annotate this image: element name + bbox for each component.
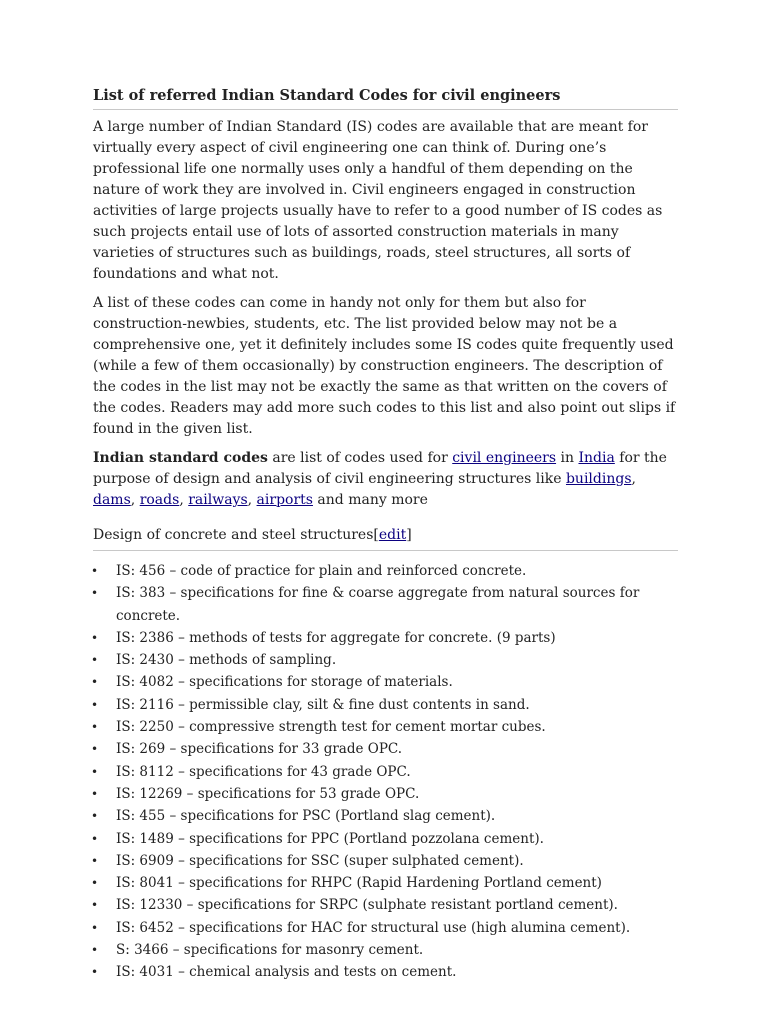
code-text: IS: 12330 – specifications for SRPC (sulphate resistant portland cement).: [116, 897, 618, 914]
bullet-icon: •: [91, 630, 99, 645]
list-item: [93, 805, 678, 827]
code-text: IS: 4031 – chemical analysis and tests on cement.: [116, 964, 457, 981]
definition-term: Indian standard codes: [93, 450, 268, 466]
code-text: IS: 12269 – specifications for 53 grade OPC.: [116, 785, 420, 802]
intro-paragraph-2: A list of these codes can come in handy not only for them but also for construction-newbies, students, etc. The list provided below may not be a comprehensive one, yet it definitely includes some IS codes quite frequently used (while a few of them occasionally) by construction engineers. The description of the codes in the list may not be exactly the same as that written on the covers of the codes. Readers may add more such codes to this list and also point out slips if found in the given list.: [93, 295, 676, 437]
bullet-icon: •: [91, 675, 99, 690]
bullet-icon: •: [91, 965, 99, 980]
list-item: [93, 694, 678, 716]
separator: ,: [247, 492, 257, 508]
bullet-icon: •: [91, 564, 99, 578]
link-dams[interactable]: dams: [93, 492, 131, 508]
code-text: IS: 8041 – specifications for RHPC (Rapid Hardening Portland cement): [116, 875, 602, 892]
link-buildings[interactable]: buildings: [565, 471, 632, 487]
definition-text-3: for the purpose of design and analysis of civil engineering structures like: [93, 450, 667, 487]
bullet-icon: •: [91, 720, 99, 735]
link-civil-engineers[interactable]: civil engineers: [452, 450, 557, 466]
separator: ,: [179, 492, 189, 508]
code-text: IS: 2386 – methods of tests for aggregate for concrete. (9 parts): [116, 629, 556, 646]
edit-section-link[interactable]: edit: [378, 527, 407, 543]
code-text: IS: 6909 – specifications for SSC (super sulphated cement).: [116, 852, 524, 869]
separator: ,: [130, 492, 140, 508]
list-item: [93, 961, 678, 983]
code-text: IS: 4082 – specifications for storage of materials.: [116, 674, 453, 691]
code-text: IS: 2430 – methods of sampling.: [116, 652, 337, 669]
section-heading: [93, 519, 678, 551]
code-text: IS: 8112 – specifications for 43 grade OPC.: [116, 763, 411, 780]
intro-paragraph-1: A large number of Indian Standard (IS) codes are available that are meant for virtually every aspect of civil engineering one can think of. During one’s professional life one normally uses only a handful of them depending on the nature of work they are involved in. Civil engineers engaged in construction activities of large projects usually have to refer to a good number of IS codes as such projects entail use of lots of assorted construction materials in many varieties of structures such as buildings, roads, steel structures, all sorts of foundations and what not.: [93, 119, 663, 282]
list-item: [93, 939, 678, 961]
section-title: Design of concrete and steel structures: [93, 527, 374, 543]
article-title: List of referred Indian Standard Codes for civil engineers: [93, 86, 678, 110]
code-text: IS: 6452 – specifications for HAC for structural use (high alumina cement).: [116, 919, 631, 936]
edit-bracket-open: [: [373, 527, 379, 543]
list-item: [93, 671, 678, 693]
list-item: [93, 872, 678, 894]
list-item: [93, 828, 678, 850]
list-item: [93, 894, 678, 916]
list-item: [93, 627, 678, 649]
list-item: [93, 738, 678, 760]
definition-text-1: are list of codes used for: [267, 450, 453, 466]
definition-text-2: in: [556, 450, 579, 466]
code-text: IS: 1489 – specifications for PPC (Portland pozzolana cement).: [116, 830, 544, 847]
bullet-icon: •: [91, 853, 99, 868]
bullet-icon: •: [91, 831, 99, 846]
list-item: [93, 649, 678, 671]
edit-bracket-close: ]: [406, 527, 412, 543]
bullet-icon: •: [91, 920, 99, 935]
link-india[interactable]: India: [578, 450, 615, 466]
bullet-icon: •: [91, 809, 99, 824]
bullet-icon: •: [91, 697, 99, 712]
definition-text-4: and many more: [312, 492, 428, 508]
code-list: [93, 560, 678, 984]
list-item: [93, 560, 678, 582]
bullet-icon: •: [91, 653, 99, 668]
separator: ,: [631, 471, 636, 487]
definition-paragraph: [93, 448, 678, 511]
link-railways[interactable]: railways: [188, 492, 248, 508]
article-body: [93, 86, 678, 984]
code-text: IS: 383 – specifications for fine & coarse aggregate from natural sources for concrete.: [116, 585, 640, 624]
list-item: [93, 582, 678, 627]
code-text: IS: 455 – specifications for PSC (Portland slag cement).: [116, 808, 496, 825]
code-text: IS: 269 – specifications for 33 grade OPC.: [116, 741, 403, 758]
bullet-icon: •: [91, 586, 99, 601]
list-item: [93, 761, 678, 783]
bullet-icon: •: [91, 764, 99, 779]
bullet-icon: •: [91, 786, 99, 801]
list-item: [93, 716, 678, 738]
code-text: S: 3466 – specifications for masonry cement.: [116, 942, 424, 959]
code-text: IS: 456 – code of practice for plain and reinforced concrete.: [116, 563, 527, 579]
list-item: [93, 850, 678, 872]
bullet-icon: •: [91, 876, 99, 891]
list-item: [93, 783, 678, 805]
code-text: IS: 2116 – permissible clay, silt & fine dust contents in sand.: [116, 696, 530, 713]
list-item: [93, 917, 678, 939]
code-text: IS: 2250 – compressive strength test for cement mortar cubes.: [116, 719, 546, 736]
bullet-icon: •: [91, 898, 99, 913]
link-airports[interactable]: airports: [256, 492, 313, 508]
link-roads[interactable]: roads: [139, 492, 180, 508]
bullet-icon: •: [91, 742, 99, 757]
bullet-icon: •: [91, 943, 99, 958]
